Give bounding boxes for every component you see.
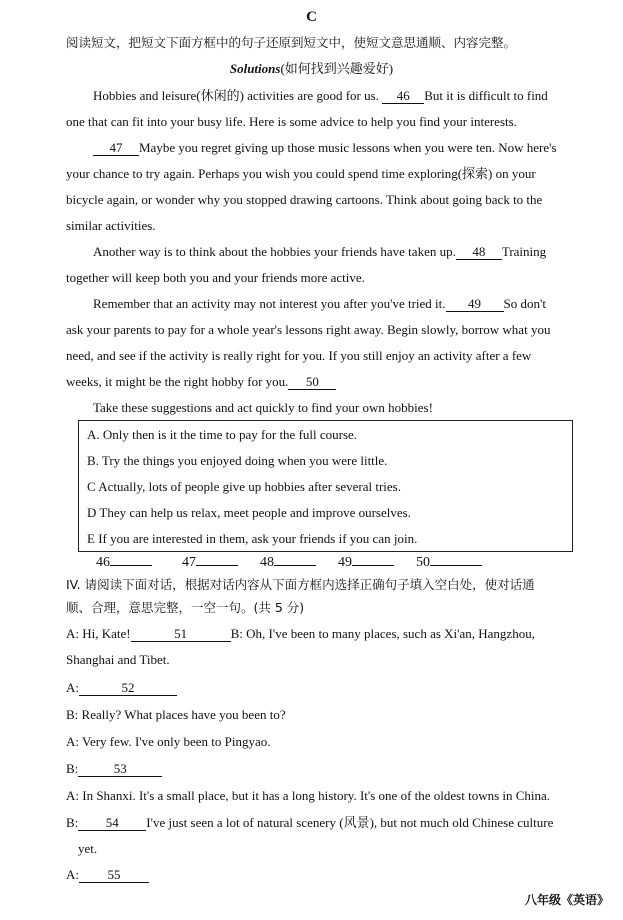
passage-line: need, and see if the activity is really right for you. If you still enjoy an activity after a few (66, 348, 532, 363)
blank-54[interactable]: 54 (78, 816, 146, 831)
passage-subtitle (0, 60, 623, 78)
dialogue-line: Shanghai and Tibet. (66, 652, 170, 667)
dialogue-line: A: 55 (66, 866, 149, 884)
dialogue-line: B: 54 I've just seen a lot of natural scenery (风景), but not much old Chinese culture (66, 815, 554, 830)
answer-label: 47 (182, 555, 196, 570)
instruction-text: 阅读短文，把短文下面方框中的句子还原到短文中，使短文意思通顺、内容完整。 (66, 35, 517, 50)
answer-label: 48 (260, 555, 274, 570)
dialogue-line: B: Really? What places have you been to? (66, 707, 286, 722)
passage-line: together will keep both you and your friends more active. (66, 270, 365, 285)
dialogue-line: A: 52 (66, 679, 177, 697)
option-c: C Actually, lots of people give up hobbies after several tries. (87, 479, 401, 494)
dialogue-line: B: 53 (66, 760, 162, 778)
answer-row (96, 554, 482, 572)
passage-line: Another way is to think about the hobbies your friends have taken up. 48 Training (93, 244, 547, 259)
passage-line: weeks, it might be the right hobby for you. 50 (66, 373, 336, 391)
option-e: E If you are interested in them, ask your friends if you can join. (87, 531, 418, 546)
passage-line: Hobbies and leisure(休闲的) activities are good for us. 46 But it is difficult to find (93, 88, 548, 103)
subtitle-en: Solutions (229, 61, 281, 76)
passage-line: Remember that an activity may not interest you after you've tried it. 49 So don't (93, 296, 546, 311)
option-a: A. Only then is it the time to pay for the full course. (87, 427, 358, 442)
passage-line: one that can fit into your busy life. Here is some advice to help you find your interests. (66, 114, 517, 129)
answer-blank-47[interactable] (196, 565, 238, 566)
dialogue-line: yet. (78, 841, 98, 856)
passage-line: ask your parents to pay for a whole year's lessons right away. Begin slowly, borrow what you (66, 322, 551, 337)
blank-55[interactable]: 55 (79, 868, 149, 883)
option-b: B. Try the things you enjoyed doing when you were little. (87, 453, 388, 468)
blank-50[interactable]: 50 (288, 375, 336, 390)
page-footer: 八年级《英语》 (524, 893, 609, 907)
options-box (78, 420, 573, 552)
option-d: D They can help us relax, meet people and improve ourselves. (87, 505, 411, 520)
answer-label: 49 (338, 555, 352, 570)
blank-51[interactable]: 51 (131, 627, 231, 642)
answer-blank-50[interactable] (430, 565, 482, 566)
passage-line: similar activities. (66, 218, 156, 233)
blank-48[interactable]: 48 (456, 245, 502, 260)
blank-52[interactable]: 52 (79, 681, 177, 696)
blank-47[interactable]: 47 (93, 141, 139, 156)
dialogue-line: A: In Shanxi. It's a small place, but it has a long history. It's one of the oldest towns in China. (66, 788, 551, 803)
blank-53[interactable]: 53 (78, 762, 162, 777)
passage-line: 47 Maybe you regret giving up those music lessons when you were ten. Now here's (93, 139, 557, 157)
answer-blank-46[interactable] (110, 565, 152, 566)
answer-label: 50 (416, 555, 430, 570)
passage-line: your chance to try again. Perhaps you wish you could spend time exploring(探索) on your (66, 166, 536, 181)
answer-label: 46 (96, 555, 110, 570)
passage-line: bicycle again, or wonder why you stopped drawing cartoons. Think about going back to the (66, 192, 543, 207)
section-title: C (306, 9, 317, 25)
passage-line: Take these suggestions and act quickly to find your own hobbies! (93, 400, 433, 415)
blank-49[interactable]: 49 (446, 297, 504, 312)
part4-heading: 顺、合理，意思完整，一空一句。(共 5 分) (66, 600, 305, 615)
blank-46[interactable]: 46 (382, 89, 424, 104)
answer-blank-48[interactable] (274, 565, 316, 566)
part4-heading: IV. 请阅读下面对话，根据对话内容从下面方框内选择正确句子填入空白处，使对话通 (66, 577, 535, 592)
dialogue-line: A: Very few. I've only been to Pingyao. (66, 734, 271, 749)
subtitle-cn: (如何找到兴趣爱好) (280, 61, 394, 76)
dialogue-line: A: Hi, Kate! 51 B: Oh, I've been to many places, such as Xi'an, Hangzhou, (66, 626, 535, 641)
answer-blank-49[interactable] (352, 565, 394, 566)
